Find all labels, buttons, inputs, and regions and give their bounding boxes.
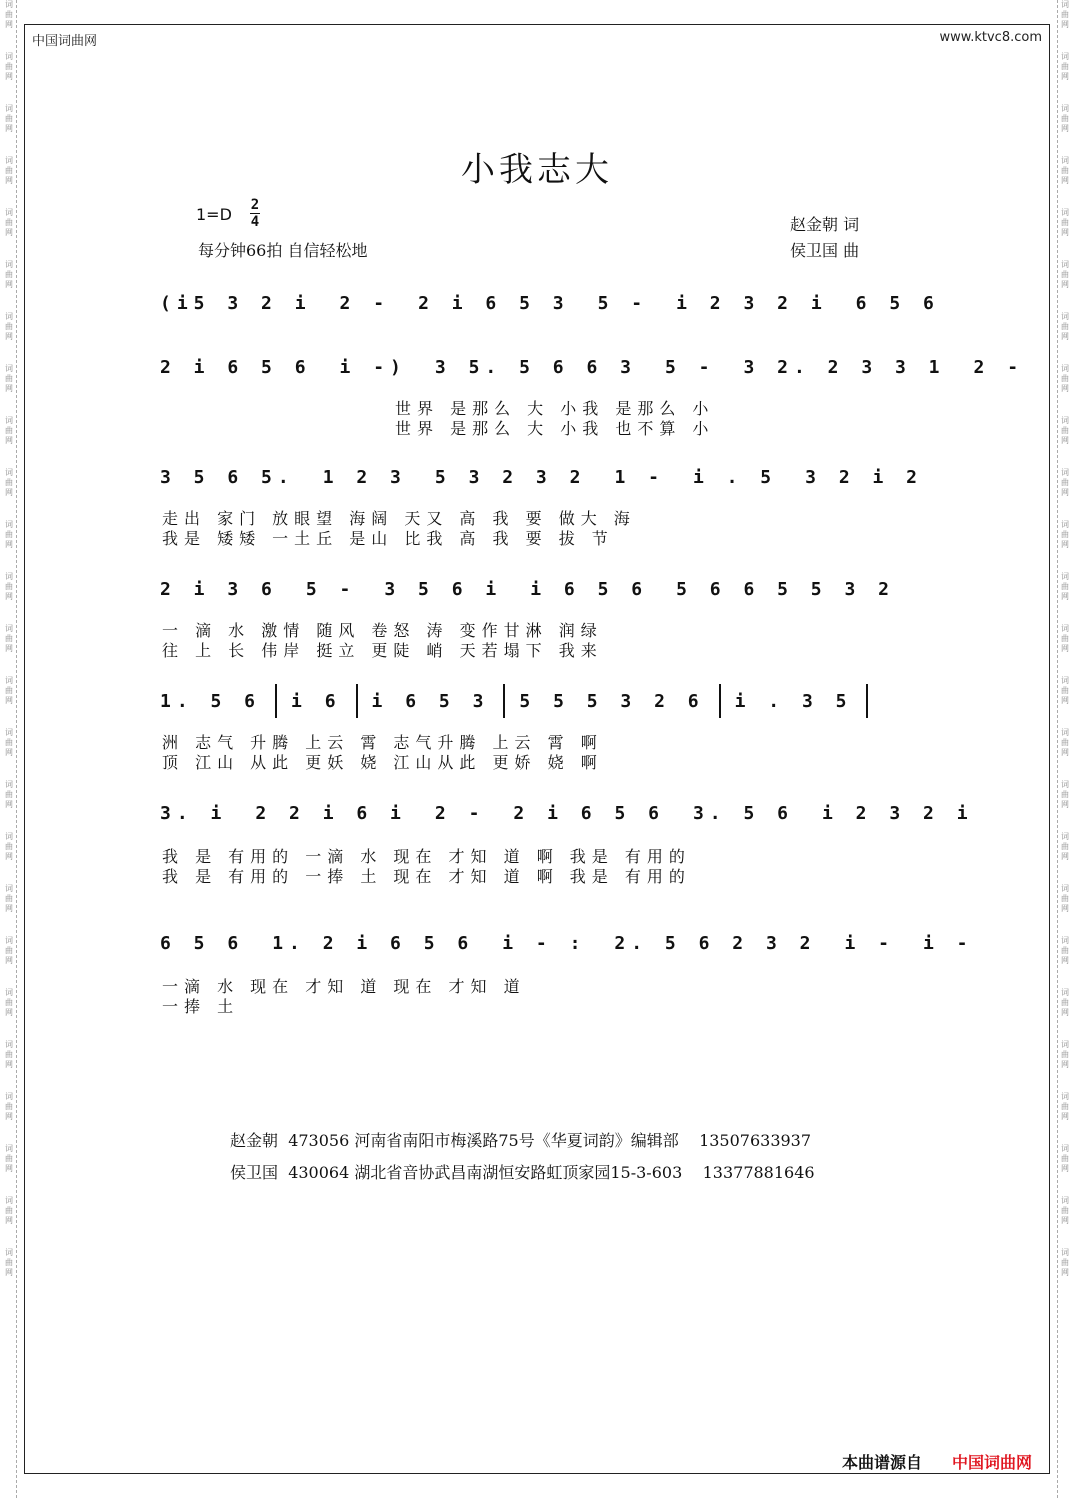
watermark-mark: 词曲网 — [1061, 780, 1069, 809]
watermark-mark: 词曲网 — [1061, 832, 1069, 861]
lyric-line: 洲 志气 升腾 上云 霄 志气升腾 上云 霄 啊 — [162, 733, 603, 752]
score-line — [160, 928, 974, 958]
measure: i 2 3 2 i — [822, 802, 974, 824]
measure: 2 - — [973, 356, 1025, 378]
score-line — [160, 686, 900, 716]
barline — [503, 684, 505, 718]
measure: i 6 5 3 — [371, 690, 490, 712]
key-signature: 1=D — [196, 205, 232, 224]
lyric-line: 一 滴 水 激情 随风 卷怒 涛 变作甘淋 润绿 — [162, 621, 603, 640]
measure: i - — [844, 932, 895, 954]
measure: 6 5 6 — [160, 932, 245, 954]
watermark-mark: 词曲网 — [1061, 52, 1069, 81]
watermark-mark: 词曲网 — [5, 52, 13, 81]
watermark-mark: 词曲网 — [1061, 676, 1069, 705]
measure: i -) — [339, 356, 407, 378]
watermark-mark: 词曲网 — [1061, 260, 1069, 289]
watermark-mark: 词曲网 — [5, 624, 13, 653]
header-site-url: www.ktvc8.com — [939, 30, 1042, 45]
contact-composer — [230, 1160, 815, 1183]
score-line — [160, 288, 940, 318]
measure: 5 - — [597, 292, 649, 314]
measure: 1 2 3 — [322, 466, 407, 488]
measure: 2. 5 6 2 3 2 — [614, 932, 817, 954]
watermark-mark: 词曲网 — [5, 208, 13, 237]
contact-phone: 13377881646 — [702, 1163, 815, 1182]
watermark-mark: 词曲网 — [1061, 312, 1069, 341]
measure: i - : — [502, 932, 587, 954]
barline — [866, 684, 868, 718]
watermark-mark: 词曲网 — [1061, 728, 1069, 757]
measure: 3 2. 2 3 3 1 — [743, 356, 946, 378]
measure: 2 i 6 5 6 — [160, 356, 312, 378]
lyric-line: 走出 家门 放眼望 海阔 天又 高 我 要 做大 海 — [162, 509, 636, 528]
measure: 1. 2 i 6 5 6 — [272, 932, 475, 954]
contact-address: 473056 河南省南阳市梅溪路75号《华夏词韵》编辑部 — [288, 1131, 679, 1150]
watermark-mark: 词曲网 — [1061, 624, 1069, 653]
right-margin-watermark — [1057, 0, 1072, 1498]
barline — [356, 684, 358, 718]
lyric-line: 世界 是那么 大 小我 也不算 小 — [395, 419, 715, 438]
lyric-line: 往 上 长 伟岸 挺立 更陡 峭 天若塌下 我来 — [162, 641, 603, 660]
watermark-mark: 词曲网 — [5, 520, 13, 549]
watermark-mark: 词曲网 — [5, 364, 13, 393]
score-line — [160, 352, 1025, 382]
lyric-line: 顶 江山 从此 更妖 娆 江山从此 更娇 娆 啊 — [162, 753, 603, 772]
barline — [275, 684, 277, 718]
watermark-mark: 词曲网 — [5, 104, 13, 133]
measure: i 6 — [291, 690, 342, 712]
watermark-mark: 词曲网 — [1061, 988, 1069, 1017]
watermark-mark: 词曲网 — [1061, 1196, 1069, 1225]
composer: 侯卫国 曲 — [790, 241, 860, 260]
watermark-mark: 词曲网 — [1061, 156, 1069, 185]
measure: 3 5 6 i — [384, 578, 503, 600]
watermark-mark: 词曲网 — [5, 884, 13, 913]
watermark-mark: 词曲网 — [5, 780, 13, 809]
measure: 5 3 2 3 2 — [434, 466, 587, 488]
measure: i 6 5 6 — [530, 578, 649, 600]
measure: 1. 5 6 — [160, 690, 262, 712]
watermark-mark: 词曲网 — [5, 1040, 13, 1069]
time-signature — [250, 198, 260, 229]
tempo-marking: 每分钟66拍 自信轻松地 — [198, 241, 368, 260]
left-margin-watermark — [2, 0, 17, 1498]
watermark-mark: 词曲网 — [5, 728, 13, 757]
watermark-mark: 词曲网 — [5, 468, 13, 497]
measure: i 2 3 2 i — [676, 292, 828, 314]
header-site-name: 中国词曲网 — [32, 34, 98, 49]
song-title: 小我志大 — [461, 150, 613, 190]
watermark-mark: 词曲网 — [5, 1144, 13, 1173]
watermark-mark: 词曲网 — [1061, 936, 1069, 965]
score-line — [160, 462, 923, 492]
measure: 3. 5 6 — [692, 802, 794, 824]
measure: 2 - — [434, 802, 486, 824]
watermark-mark: 词曲网 — [5, 312, 13, 341]
measure: 2 i 6 5 3 — [418, 292, 570, 314]
watermark-mark: 词曲网 — [5, 676, 13, 705]
contact-name: 赵金朝 — [230, 1131, 279, 1150]
lyric-line: 一滴 水 现在 才知 道 现在 才知 道 — [162, 977, 526, 996]
measure: 2 i 6 5 6 — [513, 802, 665, 824]
watermark-mark: 词曲网 — [5, 416, 13, 445]
watermark-mark: 词曲网 — [1061, 104, 1069, 133]
watermark-mark: 词曲网 — [5, 0, 13, 29]
watermark-mark: 词曲网 — [5, 1196, 13, 1225]
measure: 3 5 6 5. — [160, 466, 295, 488]
time-top: 2 — [250, 197, 260, 213]
lyric-line: 一捧 土 — [162, 997, 240, 1016]
watermark-mark: 词曲网 — [5, 832, 13, 861]
time-bottom: 4 — [250, 214, 260, 230]
watermark-mark: 词曲网 — [1061, 1248, 1069, 1277]
measure: 2 2 i 6 i — [255, 802, 407, 824]
watermark-mark: 词曲网 — [5, 572, 13, 601]
source-brand: 中国词曲网 — [952, 1453, 1033, 1472]
score-line — [160, 574, 900, 604]
watermark-mark: 词曲网 — [1061, 208, 1069, 237]
barline — [719, 684, 721, 718]
lyricist: 赵金朝 词 — [790, 215, 860, 234]
watermark-mark: 词曲网 — [1061, 1144, 1069, 1173]
score-line — [160, 798, 974, 828]
measure: 2 - — [339, 292, 391, 314]
measure: 5 5 5 3 2 6 — [519, 690, 705, 712]
watermark-mark: 词曲网 — [1061, 0, 1069, 29]
watermark-mark: 词曲网 — [1061, 468, 1069, 497]
measure: 2 i 3 6 — [160, 578, 278, 600]
watermark-mark: 词曲网 — [5, 988, 13, 1017]
watermark-mark: 词曲网 — [1061, 520, 1069, 549]
contact-phone: 13507633937 — [699, 1131, 812, 1150]
watermark-mark: 词曲网 — [1061, 1040, 1069, 1069]
measure: 1 - — [614, 466, 665, 488]
watermark-mark: 词曲网 — [5, 156, 13, 185]
contact-address: 430064 湖北省音协武昌南湖恒安路虹顶家园15-3-603 — [288, 1163, 683, 1182]
measure: 3 2 i 2 — [805, 466, 923, 488]
contact-lyricist — [230, 1128, 811, 1151]
contact-name: 侯卫国 — [230, 1163, 279, 1182]
watermark-mark: 词曲网 — [5, 1092, 13, 1121]
watermark-mark: 词曲网 — [1061, 884, 1069, 913]
watermark-mark: 词曲网 — [5, 936, 13, 965]
measure: 6 5 6 — [855, 292, 940, 314]
watermark-mark: 词曲网 — [1061, 364, 1069, 393]
measure: 3 5. 5 6 6 3 — [434, 356, 637, 378]
lyric-line: 我 是 有用的 一滴 水 现在 才知 道 啊 我是 有用的 — [162, 847, 691, 866]
source-label: 本曲谱源自 — [842, 1453, 923, 1472]
watermark-mark: 词曲网 — [1061, 572, 1069, 601]
lyric-line: 我是 矮矮 一土丘 是山 比我 高 我 要 拔 节 — [162, 529, 614, 548]
measure: 5 - — [664, 356, 716, 378]
watermark-mark: 词曲网 — [1061, 416, 1069, 445]
measure: 5 6 6 5 5 3 2 — [676, 578, 895, 600]
watermark-mark: 词曲网 — [5, 1248, 13, 1277]
lyric-line: 我 是 有用的 一捧 土 现在 才知 道 啊 我是 有用的 — [162, 867, 691, 886]
measure: 3. i — [160, 802, 228, 824]
watermark-mark: 词曲网 — [5, 260, 13, 289]
measure: 5 - — [305, 578, 357, 600]
measure: i . 3 5 — [734, 690, 853, 712]
measure: i . 5 — [692, 466, 778, 488]
measure: i - — [922, 932, 974, 954]
measure: (i5 3 2 i — [160, 292, 312, 314]
lyric-line: 世界 是那么 大 小我 是那么 小 — [395, 399, 715, 418]
watermark-mark: 词曲网 — [1061, 1092, 1069, 1121]
